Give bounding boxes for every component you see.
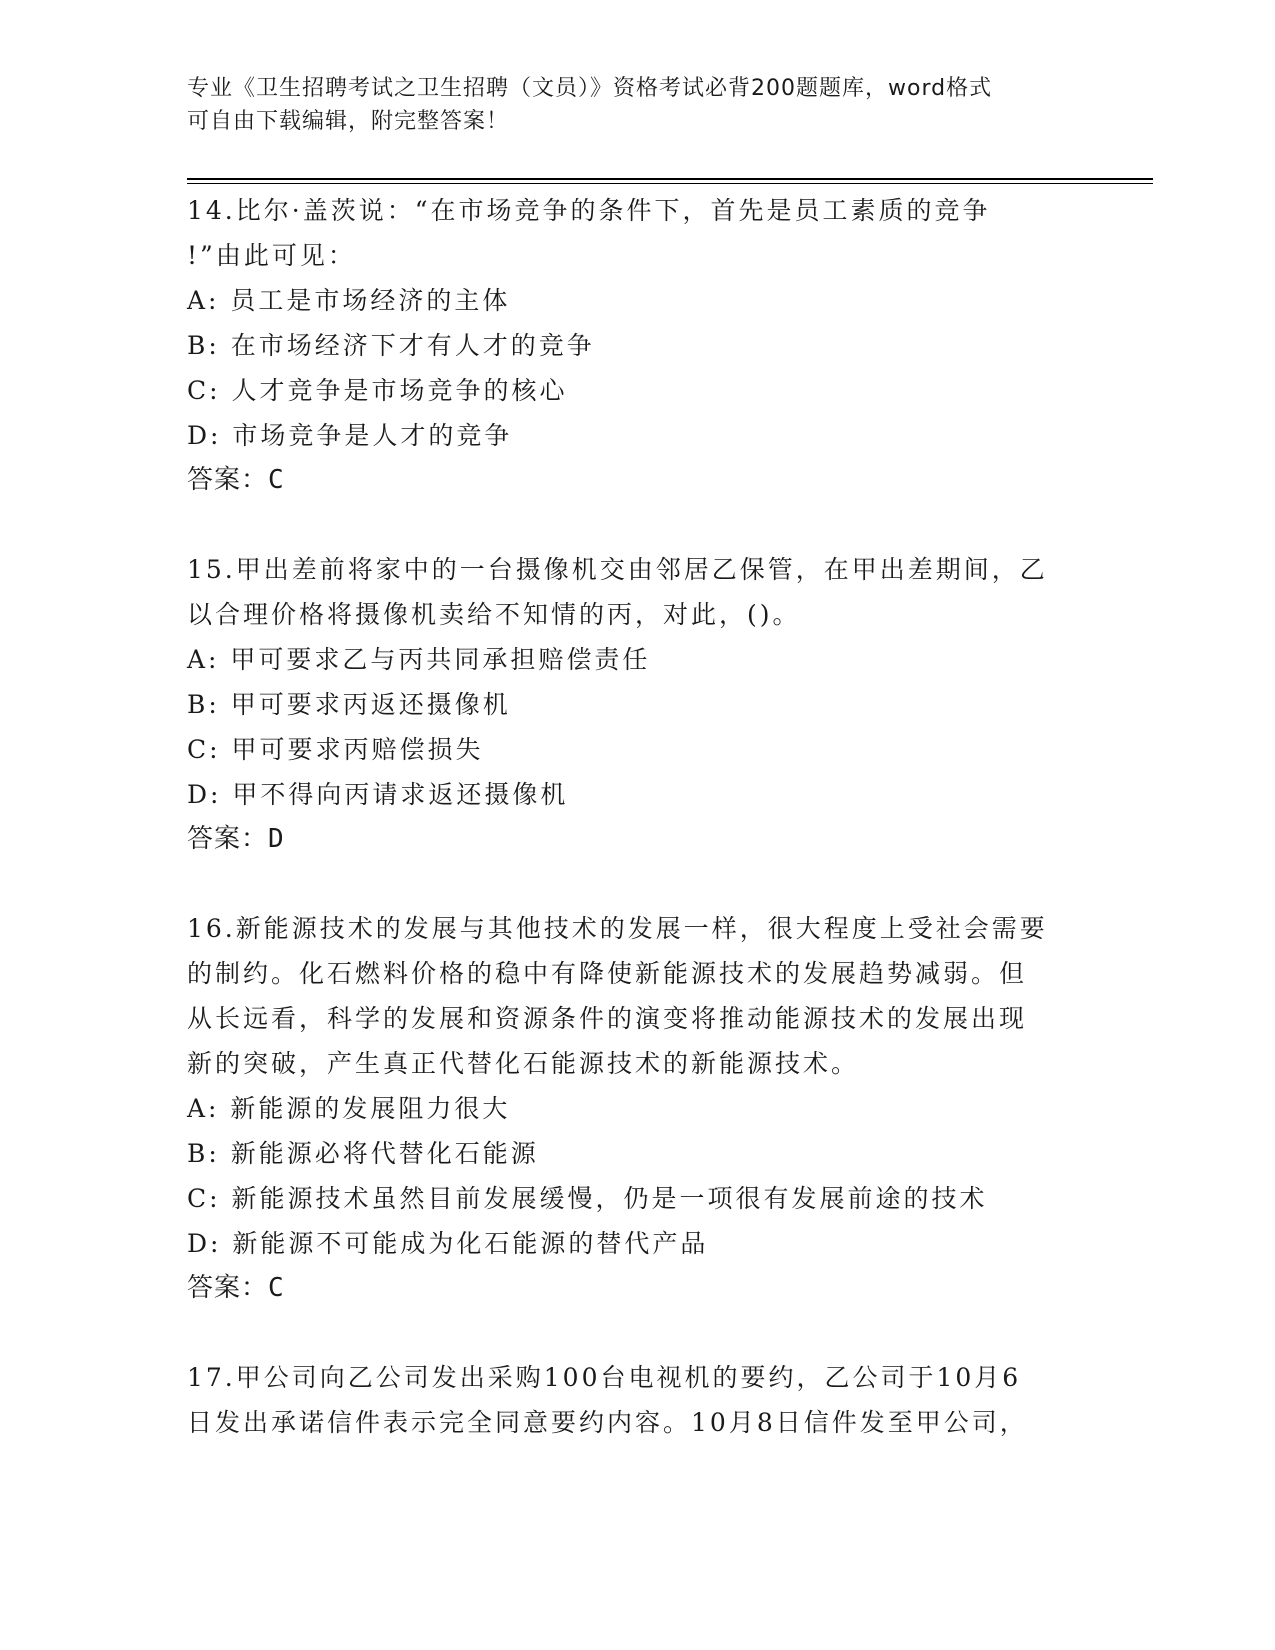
option-d: D: 市场竞争是人才的竞争 <box>187 421 513 450</box>
answer <box>187 1266 1087 1311</box>
question-stem-line: 17.甲公司向乙公司发出采购100台电视机的要约，乙公司于10月6 <box>187 1363 1022 1392</box>
question-15 <box>187 547 1087 862</box>
answer <box>187 458 1087 503</box>
question-16 <box>187 906 1087 1311</box>
option-a: A: 员工是市场经济的主体 <box>187 286 511 315</box>
answer-value: C <box>268 1273 285 1303</box>
question-17 <box>187 1355 1087 1445</box>
option-c: C: 新能源技术虽然目前发展缓慢，仍是一项很有发展前途的技术 <box>187 1184 988 1213</box>
question-stem-line: 日发出承诺信件表示完全同意要约内容。10月8日信件发至甲公司， <box>187 1408 1028 1437</box>
answer <box>187 817 1087 862</box>
header-line-2: 可自由下载编辑，附完整答案！ <box>187 109 510 134</box>
answer-label: 答案： <box>187 1273 269 1303</box>
question-stem-line: 16.新能源技术的发展与其他技术的发展一样，很大程度上受社会需要 <box>187 914 1048 943</box>
option-b: B: 甲可要求丙返还摄像机 <box>187 690 511 719</box>
question-14 <box>187 188 1087 503</box>
document-header <box>187 72 1067 138</box>
option-d: D: 甲不得向丙请求返还摄像机 <box>187 780 569 809</box>
header-rule-thin <box>187 183 1153 184</box>
header-rule-thick <box>187 178 1153 180</box>
question-stem-line: 14.比尔·盖茨说：“在市场竞争的条件下，首先是员工素质的竞争 <box>187 196 991 225</box>
option-c: C: 甲可要求丙赔偿损失 <box>187 735 484 764</box>
option-b: B: 新能源必将代替化石能源 <box>187 1139 539 1168</box>
option-b: B: 在市场经济下才有人才的竞争 <box>187 331 595 360</box>
option-d: D: 新能源不可能成为化石能源的替代产品 <box>187 1229 709 1258</box>
option-c: C: 人才竞争是市场竞争的核心 <box>187 376 568 405</box>
option-a: A: 甲可要求乙与丙共同承担赔偿责任 <box>187 645 651 674</box>
question-stem-line: 的制约。化石燃料价格的稳中有降使新能源技术的发展趋势减弱。但 <box>187 959 1028 988</box>
answer-value: D <box>268 824 285 854</box>
question-stem-line: !”由此可见： <box>187 241 356 270</box>
answer-value: C <box>268 465 285 495</box>
header-line-1: 专业《卫生招聘考试之卫生招聘（文员）》资格考试必背200题题库，word格式 <box>187 76 993 101</box>
question-stem-line: 15.甲出差前将家中的一台摄像机交由邻居乙保管，在甲出差期间，乙 <box>187 555 1048 584</box>
question-stem-line: 以合理价格将摄像机卖给不知情的丙，对此，()。 <box>187 600 801 629</box>
answer-label: 答案： <box>187 465 269 495</box>
question-stem-line: 新的突破，产生真正代替化石能源技术的新能源技术。 <box>187 1049 860 1078</box>
question-stem-line: 从长远看，科学的发展和资源条件的演变将推动能源技术的发展出现 <box>187 1004 1028 1033</box>
answer-label: 答案： <box>187 824 269 854</box>
option-a: A: 新能源的发展阻力很大 <box>187 1094 511 1123</box>
